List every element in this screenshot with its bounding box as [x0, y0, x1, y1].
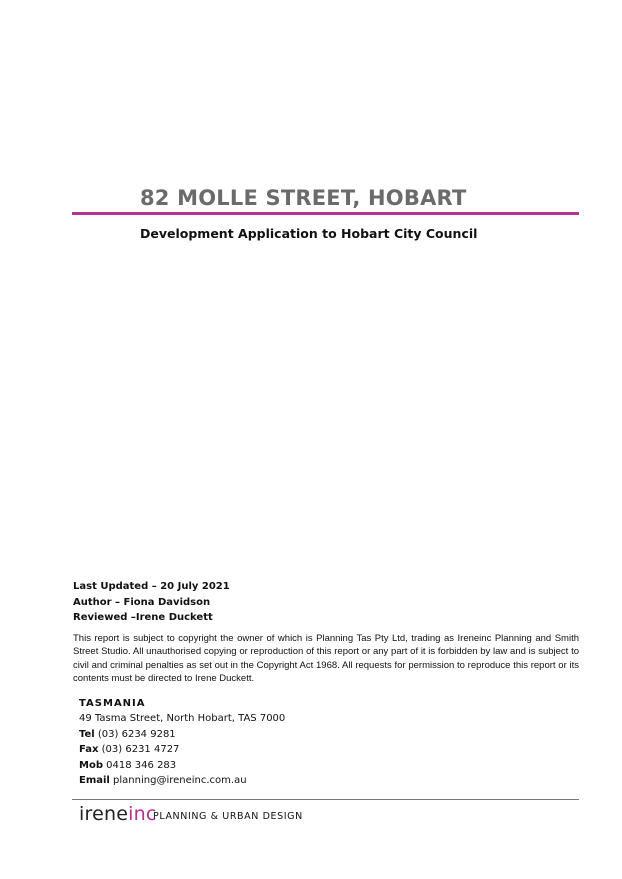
contact-mob-line — [79, 758, 285, 773]
mob-label: Mob — [79, 759, 103, 771]
logo-irene-text: irene — [79, 803, 129, 825]
fax-label: Fax — [79, 744, 99, 756]
email-value[interactable]: planning@ireneinc.com.au — [113, 775, 247, 787]
company-tagline: PLANNING & URBAN DESIGN — [153, 811, 303, 822]
document-meta — [73, 579, 230, 626]
email-label: Email — [79, 775, 110, 787]
contact-state: TASMANIA — [79, 698, 146, 709]
contact-block — [79, 696, 285, 788]
last-updated: Last Updated – 20 July 2021 — [73, 581, 230, 592]
contact-email-line — [79, 773, 285, 788]
title-underline — [72, 212, 579, 215]
reviewer: Reviewed –Irene Duckett — [73, 612, 213, 623]
ireneinc-logo — [79, 803, 156, 825]
tel-label: Tel — [79, 728, 95, 740]
contact-tel-line — [79, 727, 285, 742]
document-subtitle: Development Application to Hobart City Council — [140, 226, 478, 241]
mob-value: 0418 346 283 — [106, 759, 177, 771]
tel-value: (03) 6234 9281 — [97, 728, 176, 740]
contact-fax-line — [79, 742, 285, 757]
footer-divider — [72, 799, 579, 800]
logo-inc-text: inc — [128, 803, 157, 825]
copyright-notice: This report is subject to copyright the owner of which is Planning Tas Pty Ltd, trading as Ireneinc Planning and Smith Street Studio. All unauthorised copying or reproduction of this report or any part of it is forbidden by law and is subject to civil and criminal penalties as set out in the Copyright Act 1968. All requests for permission to reproduce this report or its contents must be directed to Irene Duckett. — [73, 633, 579, 684]
fax-value: (03) 6231 4727 — [101, 744, 180, 756]
document-title: 82 MOLLE STREET, HOBART — [140, 186, 467, 210]
author: Author – Fiona Davidson — [73, 596, 211, 608]
contact-address: 49 Tasma Street, North Hobart, TAS 7000 — [79, 713, 286, 725]
